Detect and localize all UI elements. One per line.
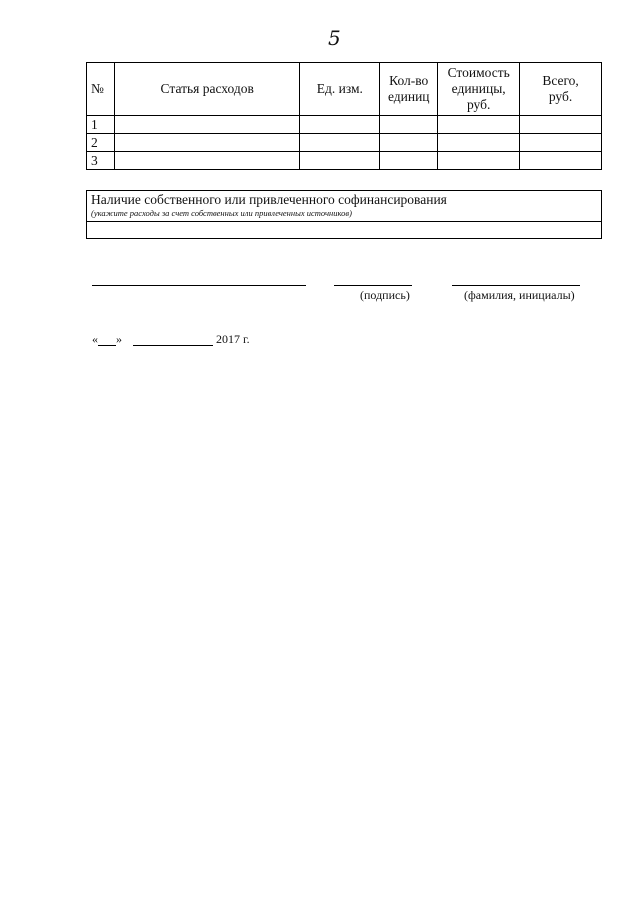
- cell-unit[interactable]: [300, 134, 380, 152]
- header-qty-line1: Кол-во: [389, 73, 429, 88]
- cell-cost[interactable]: [438, 134, 520, 152]
- table-row: [87, 134, 602, 152]
- cell-unit[interactable]: [300, 152, 380, 170]
- header-qty: [380, 63, 438, 116]
- cofinancing-header-row: [87, 191, 602, 222]
- cell-total[interactable]: [520, 152, 602, 170]
- header-unit: Ед. изм.: [300, 63, 380, 116]
- cell-item[interactable]: [114, 134, 300, 152]
- cofinancing-header-cell: [87, 191, 602, 222]
- cell-cost[interactable]: [438, 152, 520, 170]
- table-header-row: [87, 63, 602, 116]
- cofinancing-input-row: [87, 222, 602, 239]
- cell-unit[interactable]: [300, 116, 380, 134]
- table-row: [87, 116, 602, 134]
- month-blank[interactable]: [133, 334, 213, 346]
- cofinancing-input-cell[interactable]: [87, 222, 602, 239]
- cofinancing-hint: (укажите расходы за счет собственных или привлеченных источников): [91, 208, 352, 218]
- header-cost: [438, 63, 520, 116]
- header-cost-line1: Стоимость: [447, 65, 510, 80]
- cell-item[interactable]: [114, 152, 300, 170]
- cell-qty[interactable]: [380, 116, 438, 134]
- date-open-quote: «: [92, 332, 98, 346]
- cell-total[interactable]: [520, 134, 602, 152]
- date-year: 2017 г.: [216, 332, 250, 346]
- header-item: Статья расходов: [114, 63, 300, 116]
- cell-cost[interactable]: [438, 116, 520, 134]
- day-blank[interactable]: [98, 334, 116, 346]
- row-number: 3: [87, 152, 115, 170]
- cell-total[interactable]: [520, 116, 602, 134]
- cofinancing-title: Наличие собственного или привлеченного софинансирования: [91, 192, 447, 207]
- name-line[interactable]: [452, 285, 580, 286]
- date-close-quote: »: [116, 332, 122, 346]
- header-total-line1: Всего,: [542, 73, 579, 88]
- name-caption: (фамилия, инициалы): [464, 288, 575, 302]
- header-qty-line2: единиц: [387, 89, 430, 104]
- header-cost-line2: единицы,: [451, 81, 506, 96]
- header-cost-line3: руб.: [466, 97, 491, 112]
- cell-qty[interactable]: [380, 134, 438, 152]
- page-number: 5: [328, 26, 341, 50]
- table-row: [87, 152, 602, 170]
- signature-line[interactable]: [334, 285, 412, 286]
- date-row: [92, 332, 250, 346]
- header-total: [520, 63, 602, 116]
- row-number: 2: [87, 134, 115, 152]
- cell-qty[interactable]: [380, 152, 438, 170]
- row-number: 1: [87, 116, 115, 134]
- header-num: №: [87, 63, 115, 116]
- cofinancing-table: [86, 190, 602, 239]
- signature-caption: (подпись): [360, 288, 410, 302]
- position-line[interactable]: [92, 285, 306, 286]
- header-total-line2: руб.: [548, 89, 573, 104]
- expenses-table: [86, 62, 602, 170]
- cell-item[interactable]: [114, 116, 300, 134]
